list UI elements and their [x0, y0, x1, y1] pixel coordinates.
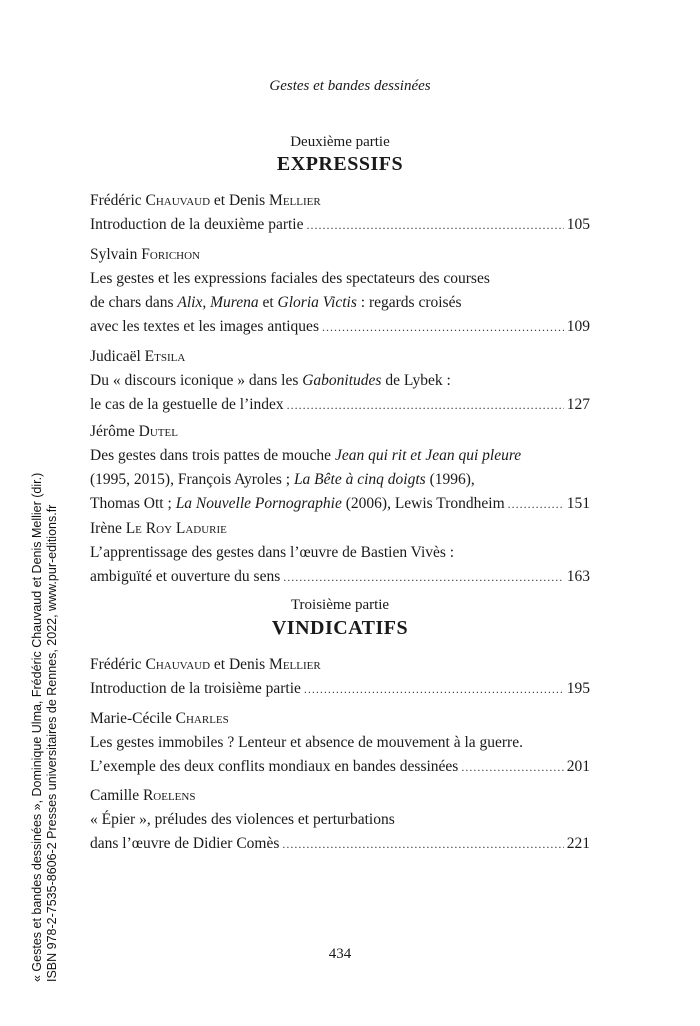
page-folio: 434	[328, 946, 352, 962]
page-number: 151	[566, 495, 590, 512]
page-number: 201	[566, 758, 590, 775]
part-label: Deuxième partie	[290, 134, 390, 150]
toc-entry	[90, 653, 590, 701]
toc-entry	[90, 420, 590, 516]
entry-title-line: (1995, 2015), François Ayroles ; La Bête à cinq doigts (1996),	[90, 471, 475, 488]
page-number: 105	[566, 216, 590, 233]
toc-entry	[90, 517, 590, 589]
entry-title-line[interactable]: dans l’œuvre de Didier Comès . . . 221	[90, 832, 590, 856]
entry-title-line[interactable]: ambiguïté et ouverture du sens . . . 163	[90, 565, 590, 589]
entry-title-line[interactable]: L’exemple des deux conflits mondiaux en bandes dessinées . . . 201	[90, 755, 590, 779]
toc-entry	[90, 784, 590, 856]
entry-title-line: de chars dans Alix, Murena et Gloria Victis : regards croisés	[90, 294, 462, 311]
entry-title-line: Des gestes dans trois pattes de mouche Jean qui rit et Jean qui pleure	[90, 447, 522, 464]
entry-title-line: Du « discours iconique » dans les Gabonitudes de Lybek :	[90, 372, 451, 389]
entry-author: Judicaël Etsila	[90, 348, 186, 365]
part-title: EXPRESSIFS	[276, 153, 404, 175]
entry-title-line[interactable]: le cas de la gestuelle de l’index . . . 127	[90, 393, 590, 417]
entry-author: Frédéric Chauvaud et Denis Mellier	[90, 656, 321, 673]
entry-title-line[interactable]: Introduction de la deuxième partie . . . 105	[90, 213, 590, 237]
entry-author: Marie-Cécile Charles	[90, 710, 229, 727]
entry-author: Sylvain Forichon	[90, 246, 200, 263]
side-copyright-note	[30, 473, 60, 982]
page-number: 195	[566, 680, 590, 697]
entry-title-line: Les gestes immobiles ? Lenteur et absence de mouvement à la guerre.	[90, 734, 523, 751]
part-title: VINDICATIFS	[271, 617, 409, 639]
page-number: 163	[566, 568, 590, 585]
page-number: 109	[566, 318, 590, 335]
toc-entry	[90, 345, 590, 417]
entry-author: Jérôme Dutel	[90, 423, 178, 440]
page-number: 127	[566, 396, 590, 413]
entry-title-line: « Épier », préludes des violences et perturbations	[90, 811, 395, 828]
toc-entry	[90, 707, 590, 779]
entry-author: Frédéric Chauvaud et Denis Mellier	[90, 192, 321, 209]
entry-title-line[interactable]: Introduction de la troisième partie . . . 195	[90, 677, 590, 701]
page-number: 221	[566, 835, 590, 852]
side-note-line: « Gestes et bandes dessinées », Dominique Ulma, Frédéric Chauvaud et Denis Mellier (dir.)	[30, 472, 44, 982]
entry-title-line[interactable]: Thomas Ott ; La Nouvelle Pornographie (2006), Lewis Trondheim . . . 151	[90, 492, 590, 516]
toc-entry	[90, 189, 590, 237]
running-head: Gestes et bandes dessinées	[269, 78, 431, 94]
entry-author: Irène Le Roy Ladurie	[90, 520, 227, 537]
entry-title-line: L’apprentissage des gestes dans l’œuvre de Bastien Vivès :	[90, 544, 455, 561]
entry-author: Camille Roelens	[90, 787, 196, 804]
entry-title-line: Les gestes et les expressions faciales des spectateurs des courses	[90, 270, 490, 287]
toc-entry	[90, 243, 590, 339]
part-label: Troisième partie	[290, 597, 390, 613]
entry-title-line[interactable]: avec les textes et les images antiques . . . 109	[90, 315, 590, 339]
side-note-line: ISBN 978-2-7535-8606-2 Presses universitaires de Rennes, 2022, www.pur-editions.fr	[45, 504, 59, 982]
